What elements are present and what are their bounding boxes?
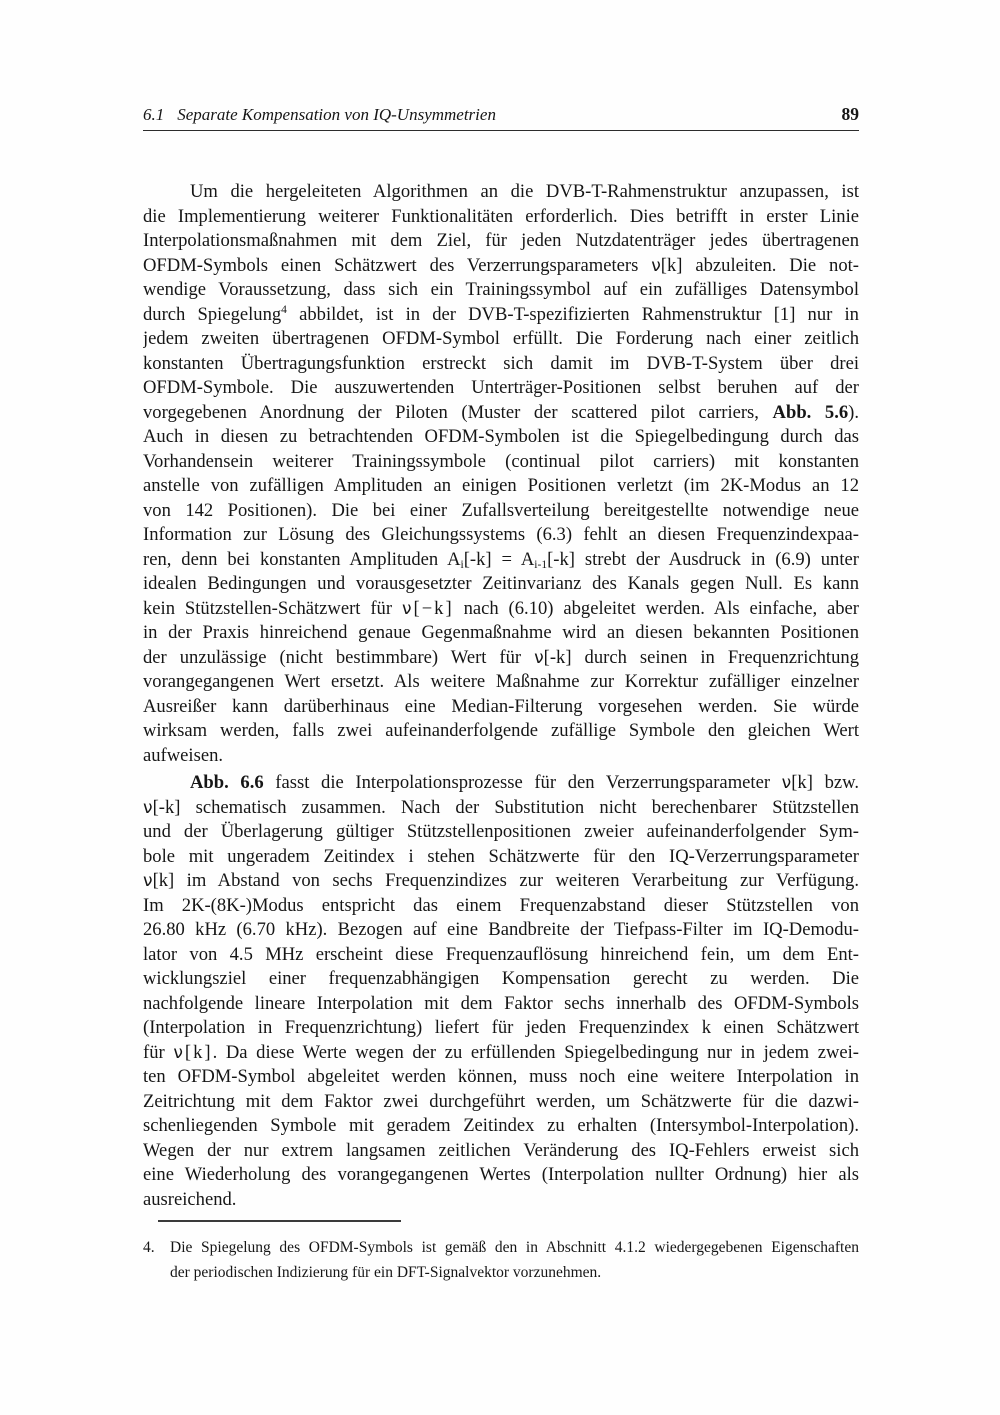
- text-line: anstelle von zufälligen Amplituden an einigen Positionen verletzt (im 2K-Modus an 12: [143, 475, 859, 496]
- page-number: 89: [841, 104, 859, 124]
- text-line: vorangegangenen Wert ersetzt. Als weitere Maßnahme zur Korrektur zufälliger einzelner: [143, 671, 859, 692]
- text-line: ν[k] im Abstand von sechs Frequenzindizes zur weiteren Verarbeitung zur Verfügung.: [143, 870, 859, 891]
- running-header: [143, 104, 859, 131]
- text-line: kein Stützstellen-Schätzwert für ν[−k] nach (6.10) abgeleitet werden. Als einfache, aber: [143, 597, 859, 619]
- paragraph-1: [143, 180, 859, 768]
- section-heading: [143, 105, 496, 125]
- text-line: Information zur Lösung des Gleichungssystems (6.3) fehlt an diesen Frequenzindexpaa-: [143, 524, 859, 545]
- text-line: vorgegebenen Anordnung der Piloten (Muster der scattered pilot carriers, Abb. 5.6).: [143, 401, 859, 423]
- text-line: Im 2K-(8K-)Modus entspricht das einem Frequenzabstand dieser Stützstellen von: [143, 894, 859, 916]
- text-line: ausreichend.: [143, 1188, 237, 1210]
- text-line: Auch in diesen zu betrachtenden OFDM-Symbolen ist die Spiegelbedingung durch das: [143, 426, 859, 447]
- text-line: Ausreißer kann darüberhinaus eine Median-Filterung vorgesehen werden. Sie würde: [143, 695, 859, 717]
- text-line: wendige Voraussetzung, dass sich ein Trainingssymbol auf ein zufälliges Datensymbol: [143, 279, 859, 300]
- footnote-rule: [158, 1220, 401, 1222]
- text-line: eine Wiederholung des vorangegangenen Wertes (Interpolation nullter Ordnung) hier als: [143, 1164, 859, 1185]
- text-line: Interpolationsmaßnahmen mit dem Ziel, für jeden Nutzdatenträger jedes übertragenen: [143, 230, 859, 251]
- text-line: und der Überlagerung gültiger Stützstellenpositionen zweier aufeinanderfolgender Sym-: [143, 821, 859, 842]
- text-line: 26.80 kHz (6.70 kHz). Bezogen auf eine Bandbreite der Tiefpass-Filter im IQ-Demodu-: [143, 919, 859, 940]
- text-line: Abb. 6.6 fasst die Interpolationsprozesse für den Verzerrungsparameter ν[k] bzw.: [190, 772, 859, 793]
- section-number: 6.1: [143, 105, 165, 124]
- text-line: ren, denn bei konstanten Amplituden $A_i[-k] = A_{i-1}[-k]$ strebt der Ausdruck in (6.9) unter: [143, 548, 859, 571]
- text-line: wirksam werden, falls zwei aufeinanderfolgende zufällige Symbole den gleichen Wert: [143, 720, 859, 741]
- text-line: in der Praxis hinreichend genaue Gegenmaßnahme wird an diesen bekannten Positionen: [143, 622, 859, 643]
- text-line: idealen Bedingungen und vorausgesetzter Zeitinvarianz des Kanals gegen Null. Es kann: [143, 573, 859, 594]
- text-line: (Interpolation in Frequenzrichtung) liefert für jeden Frequenzindex k einen Schätzwert: [143, 1017, 859, 1038]
- text-line: von 142 Positionen). Die bei einer Zufallsverteilung bereitgestellte notwendige neue: [143, 499, 859, 521]
- text-line: jedem zweiten übertragenen OFDM-Symbol erfüllt. Die Forderung nach einer zeitlich: [143, 328, 859, 349]
- text-line: die Implementierung weiterer Funktionalitäten erforderlich. Dies betrifft in erster Linie: [143, 205, 859, 227]
- text-line: Zeitrichtung mit dem Faktor zwei durchgeführt werden, um Schätzwerte für die dazwi-: [143, 1090, 859, 1112]
- section-title: Separate Kompensation von IQ-Unsymmetrien: [177, 105, 496, 124]
- text-line: nachfolgende lineare Interpolation mit dem Faktor sechs innerhalb des OFDM-Symbols: [143, 992, 859, 1014]
- footnote-line: Die Spiegelung des OFDM-Symbols ist gemäß den in Abschnitt 4.1.2 wiedergegebenen Eigenschaften: [170, 1239, 859, 1256]
- text-line: durch Spiegelung$^4$ abbildet, ist in der DVB-T-spezifizierten Rahmenstruktur [1] nur in: [143, 303, 859, 325]
- text-line: Vorhandensein weiterer Trainingssymbole (continual pilot carriers) mit konstanten: [143, 450, 859, 472]
- text-line: Um die hergeleiteten Algorithmen an die DVB-T-Rahmenstruktur anzupassen, ist: [190, 181, 859, 202]
- text-block: [143, 104, 859, 1285]
- text-line: schenliegenden Symbole mit geradem Zeitindex zu erhalten (Intersymbol-Interpolation).: [143, 1115, 859, 1136]
- text-line: aufweisen.: [143, 744, 224, 766]
- text-line: OFDM-Symbols einen Schätzwert des Verzerrungsparameters ν[k] abzuleiten. Die not-: [143, 254, 859, 276]
- text-line: wicklungsziel einer frequenzabhängigen Kompensation gerecht zu werden. Die: [143, 968, 859, 989]
- text-line: bole mit ungeradem Zeitindex i stehen Schätzwerte für den IQ-Verzerrungsparameter: [143, 845, 859, 867]
- text-line: OFDM-Symbole. Die auszuwertenden Unterträger-Positionen selbst beruhen auf der: [143, 377, 859, 398]
- paragraph-2: [143, 771, 859, 1212]
- text-line: ν[-k] schematisch zusammen. Nach der Substitution nicht berechenbarer Stützstellen: [143, 796, 859, 818]
- text-line: der unzulässige (nicht bestimmbare) Wert für ν[-k] durch seinen in Frequenzrichtung: [143, 646, 859, 668]
- text-line: ten OFDM-Symbol abgeleitet werden können, muss noch eine weitere Interpolation in: [143, 1066, 859, 1087]
- body-text: [143, 180, 859, 1212]
- footnote-marker: 4.: [143, 1239, 155, 1256]
- footnote-line: der periodischen Indizierung für ein DFT-Signalvektor vorzunehmen.: [170, 1264, 602, 1281]
- text-line: konstanten Übertragungsfunktion erstreckt sich damit im DVB-T-System über drei: [143, 352, 859, 374]
- text-line: lator von 4.5 MHz erscheint diese Frequenzauflösung hinreichend fein, um dem Ent-: [143, 943, 859, 965]
- text-line: Wegen der nur extrem langsamen zeitlichen Veränderung des IQ-Fehlers erweist sich: [143, 1139, 859, 1161]
- footnote: [143, 1235, 859, 1285]
- text-line: für ν[k]. Da diese Werte wegen der zu erfüllenden Spiegelbedingung nur in jedem zwei-: [143, 1041, 859, 1063]
